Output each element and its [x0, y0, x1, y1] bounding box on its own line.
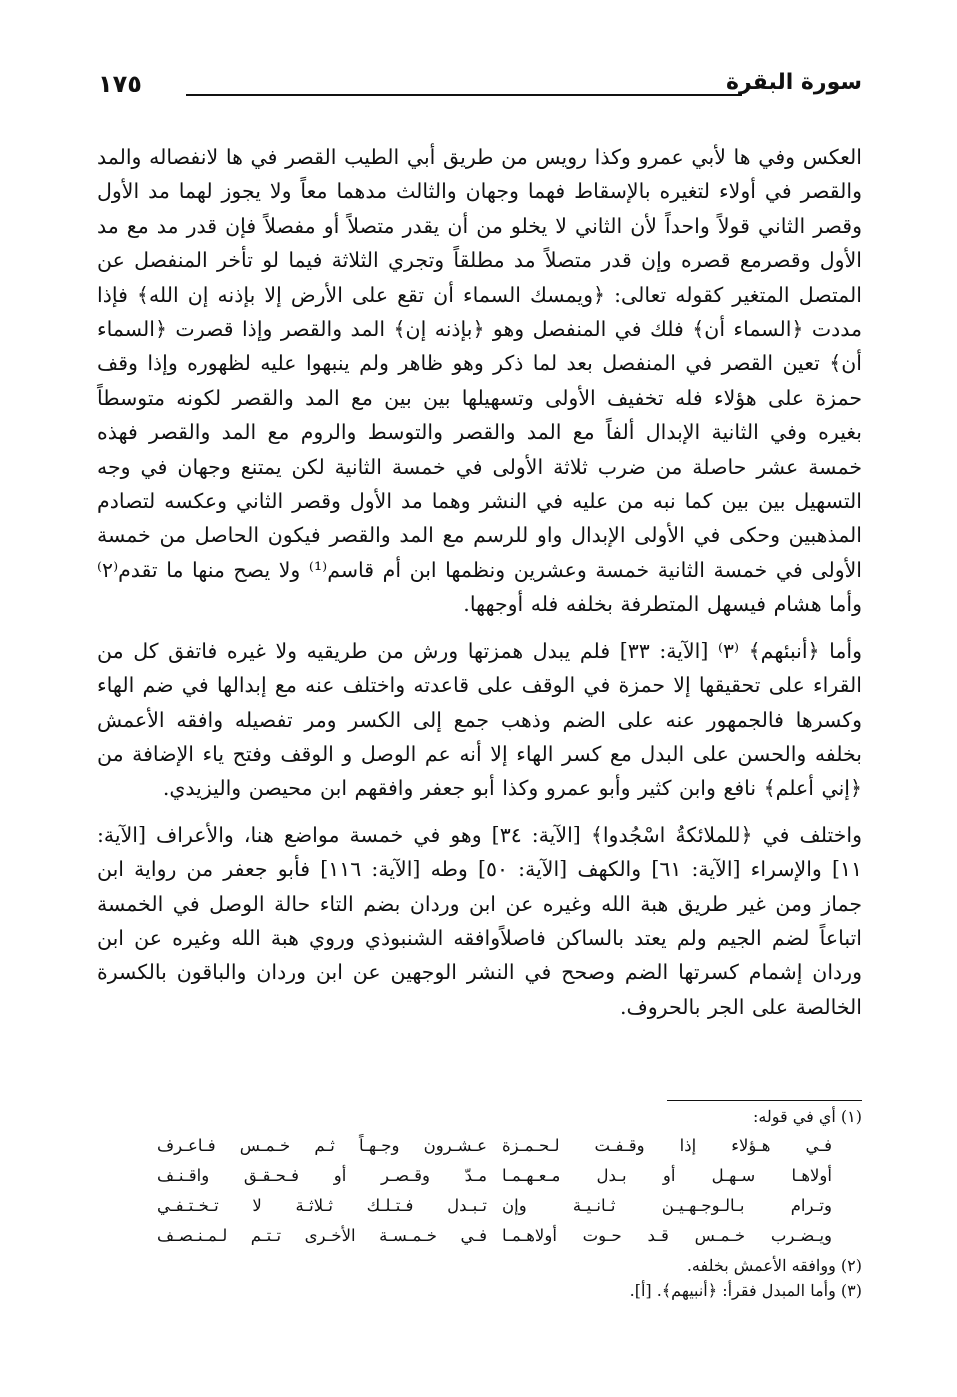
footnotes — [97, 1104, 862, 1303]
footnote-1-intro: (١) أي في قوله: — [752, 1107, 862, 1126]
text-line: هبة الله وغيره عن ابن وردان إشمام كسرتها الضم وصحح في النشر الوجهين عن ابن — [97, 925, 862, 985]
poem-hemistich: وتـرام بـالـوجـهـيـن ثـانـيـة وإن — [502, 1196, 832, 1215]
page-header — [98, 66, 862, 106]
paragraph-3 — [97, 818, 862, 1024]
footnote-poem — [97, 1131, 862, 1253]
surah-title: سورة البقرة — [725, 70, 862, 95]
poem-hemistich: تـبـدل فـتـلـك ثـلاثـة لا تـخـتـفـي — [157, 1196, 487, 1215]
header-rule — [186, 94, 742, 96]
text-line: العكس وفي ها لأبي عمرو وكذا رويس من طريق أبي الطيب القصر في ها لانفصاله — [149, 145, 862, 169]
text-line: بإذنه إن الله﴾ فإذا مددت ﴿السماء أن﴾ فلك في المنفصل وهو ﴿بإذنه إن﴾ المد والقصر — [97, 282, 862, 342]
text-line: وأما ﴿أنبئهم﴾ ⁽٣⁾ [الآية: ٣٣] فلم يبدل همزتها ورش من طريقيه ولا غيره فاتفق كل — [133, 638, 862, 663]
text-line: يصح منها ما تقدم⁽٢⁾ وأما هشام فيسهل المتطرفة بخلفه فله أوجهها. — [97, 557, 862, 617]
text-line: والقصر لكونه متوسطاً بغيره وفي الثانية الإبدال ألفاً مع المد والقصر والتوسط والروم مع — [97, 385, 862, 445]
text-line: المد والقصر فهذه خمسة عشر حاصلة من ضرب ثلاثة الأولى في خمسة الثانية لكن يمتنع — [97, 420, 862, 479]
poem-hemistich: فـي خـمـسـة الأخـرى تـتـم لـمـنـصـف — [157, 1226, 487, 1245]
paragraph-1 — [97, 140, 862, 622]
poem-hemistich: ويـضـرب خـمـس قـد حـوت أولاهـمـا — [502, 1226, 832, 1245]
text-line: وجهان في وجه التسهيل بين بين كما نبه من عليه في النشر وهما مد الأول وقصر الثاني — [97, 454, 862, 514]
page-number: ١٧٥ — [98, 70, 142, 98]
poem-hemistich: فـي هـؤلاء إذا وقـفـت لـحـمـزة — [502, 1136, 832, 1155]
text-line: مد الأول وقصر الثاني قولاً واحداً لأن الثاني لا يخلو من أن يقدر متصلاً أو مفصلاً فإن — [97, 179, 862, 238]
text-line: وإذا قصرت ﴿السماء أن﴾ تعين القصر في المنفصل بعد لما ذكر وهو ظاهر ولم ينبهوا — [97, 317, 862, 376]
text-line: واختلف في ﴿للملائكةُ اسْجُدوا﴾ [الآية: ٣٤] وهو في خمسة مواضع هنا، — [243, 822, 863, 847]
text-line: الحاصل من خمسة الأولى في خمسة الثانية خمسة وعشرين ونظمها ابن أم قاسم⁽¹⁾ ولا — [97, 523, 862, 582]
text-line: حالة الوصل في الخمسة اتباعاً لضم الجيم ولم يعتد بالساكن فاصلاًوافقه الشنبوذي وروي — [97, 891, 862, 950]
poem-first-hemistichs — [502, 1131, 832, 1251]
text-line: والحسن على البدل مع كسر الهاء إلا أنه عم الوصل و الوقف وفتح ياء الإضافة من ﴿إني — [97, 741, 862, 801]
text-line: وكسرها فالجمهور عنه على الضم وذهب جمع إلى الكسر ومر تفصيله وافقه الأعمش بخلفه — [97, 707, 862, 766]
text-line: من القراء على تحقيقها إلا حمزة في الوقف على قاعدته واختلف عنه مع إبدالها في ضم الهاء — [97, 638, 862, 698]
text-line: فأبو جعفر من رواية ابن جماز ومن غير طريق هبة الله وغيره عن ابن وردان بضم التاء — [97, 857, 862, 916]
poem-second-hemistichs — [157, 1131, 487, 1251]
poem-hemistich: أولاهـا سـهـل أو بـدل مـعـهـمـا — [502, 1166, 832, 1185]
paragraph-2 — [97, 634, 862, 806]
main-text — [97, 140, 862, 1024]
poem-hemistich: عـشـرون وجـهـاً ثـم خـمـس فـاعـرف — [157, 1136, 487, 1155]
footnote-3: (٣) وأما المبدل فقرأ: ﴿أنبيهم﴾. [أ]. — [629, 1281, 862, 1300]
footnote-separator — [667, 1100, 862, 1101]
footnote-2: (٢) ووافقه الأعمش بخلفه. — [686, 1256, 862, 1275]
text-line: وردان والباقون بالكسرة الخالصة على الجر بالحروف. — [97, 960, 862, 1019]
text-line: والمد والقصر في أولاء لتغيره بالإسقاط فهما وجهان والثالث مدهما معاً ولا يجوز لهما — [97, 145, 862, 204]
poem-hemistich: مـدّ وقـصـر أو فـحـقـق واقـنـف — [157, 1166, 487, 1185]
text-line: قدر مد مع مد الأول وقصرمع قصره وإن قدر متصلاً مد مطلقاً وتجري الثلاثة فيما لو — [97, 213, 862, 273]
text-line: عليه لظهوره وإذا وقف حمزة على هؤلاء فله تخفيف الأولى وتسهيلها بين بين مع المد — [97, 351, 862, 410]
text-line: وعكسه لتصادم المذهبين وحكى في الأولى الإبدال واو للرسم مع المد والقصر فيكون — [97, 489, 862, 548]
text-line: والأعراف [الآية: ١١] والإسراء [الآية: ٦١] والكهف [الآية: ٥٠] وطه [الآية: ١١٦] — [97, 822, 862, 882]
text-line: أعلم﴾ نافع وابن كثير وأبو عمرو وكذا أبو جعفر وافقهم ابن محيصن واليزيدي. — [162, 776, 814, 801]
text-line: تأخر المنفصل عن المتصل المتغير كقوله تعالى: ﴿ويمسك السماء أن تقع على الأرض إلا — [97, 248, 862, 307]
